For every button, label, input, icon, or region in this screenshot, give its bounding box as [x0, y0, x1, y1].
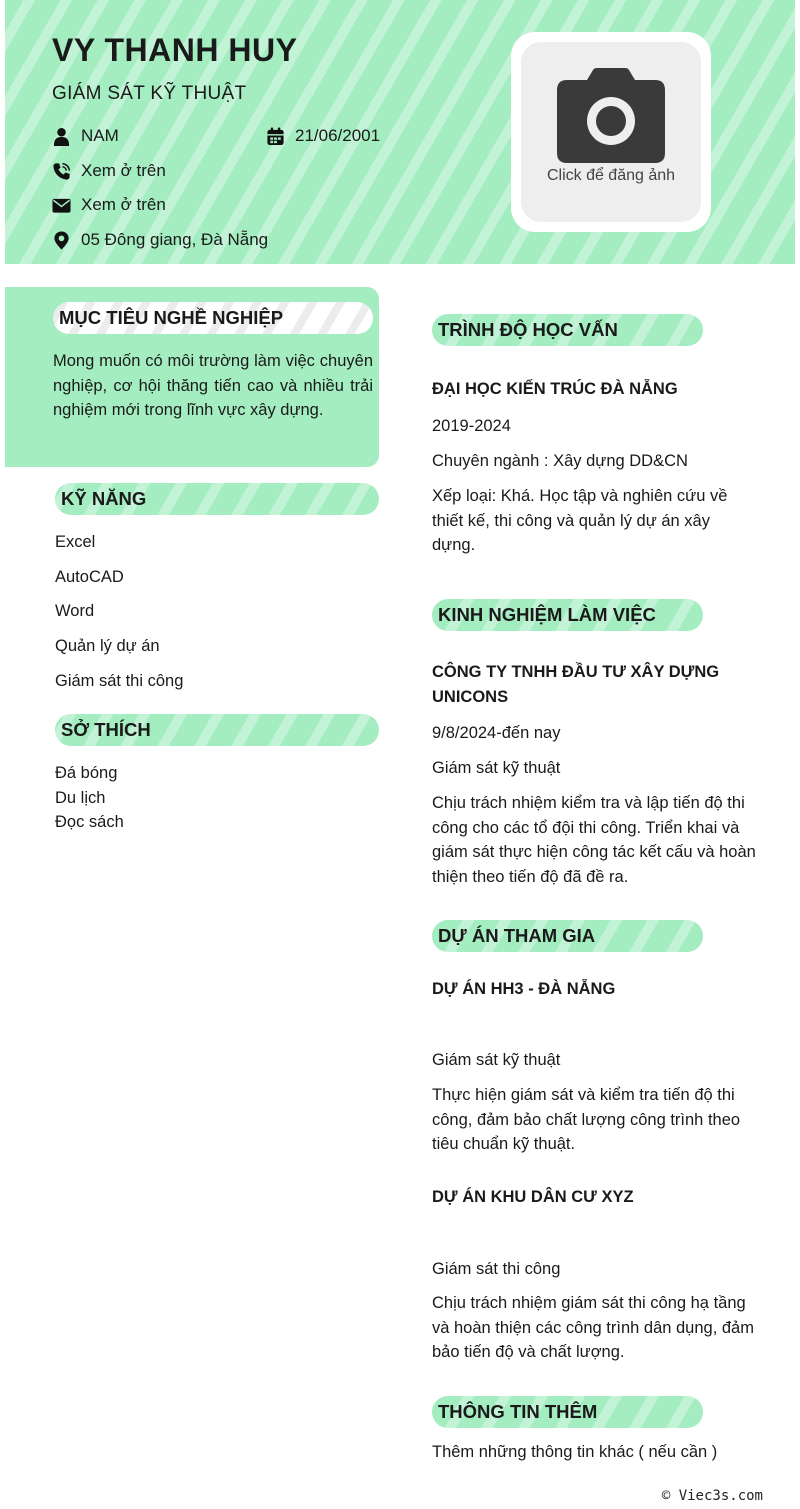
hobbies-heading: SỞ THÍCH: [55, 714, 379, 746]
hobby-item: Du lịch: [55, 788, 106, 807]
education-period: 2019-2024: [432, 417, 511, 435]
skill-item: Word: [55, 602, 95, 621]
project-description: Chịu trách nhiệm giám sát thi công hạ tầng và hoàn thiện các công trình dân dụng, đảm bảo tiến độ và chất lượng.: [432, 1294, 754, 1361]
skills-heading: KỸ NĂNG: [55, 483, 379, 515]
candidate-name: VY THANH HUY: [52, 32, 298, 68]
objective-text: Mong muốn có môi trường làm việc chuyên nghiệp, cơ hội thăng tiến cao và nhiều trải nghiệm mới trong lĩnh vực xây dựng.: [53, 352, 373, 419]
education-major: Chuyên ngành : Xây dựng DD&CN: [432, 452, 688, 470]
gender-field: [52, 126, 119, 146]
projects-heading: DỰ ÁN THAM GIA: [432, 920, 703, 952]
photo-upload[interactable]: [521, 42, 701, 222]
skill-item: Giám sát thi công: [55, 671, 184, 690]
hobby-item: Đá bóng: [55, 764, 118, 782]
experience-description: Chịu trách nhiệm kiểm tra và lập tiến độ thi công cho các tổ đội thi công. Triển khai và giám sát thực hiện công tác kết cấu và hoàn thiện theo tiến độ đã đề ra.: [432, 794, 756, 886]
calendar-icon: [266, 127, 285, 146]
phone-field: [52, 161, 166, 181]
additional-heading: THÔNG TIN THÊM: [432, 1396, 703, 1428]
experience-heading: KINH NGHIỆM LÀM VIỆC: [432, 599, 703, 631]
watermark: © Viec3s.com: [661, 1488, 763, 1504]
skill-item: Excel: [55, 533, 96, 551]
birthday-value: 21/06/2001: [295, 126, 381, 145]
project-description: Thực hiện giám sát và kiểm tra tiến độ thi công, đảm bảo chất lượng công trình theo tiêu chuẩn kỹ thuật.: [432, 1086, 741, 1153]
address-field: [52, 230, 268, 250]
address-value: 05 Đông giang, Đà Nẵng: [81, 230, 269, 249]
project-name: DỰ ÁN KHU DÂN CƯ XYZ: [432, 1188, 634, 1206]
project-role: Giám sát thi công: [432, 1260, 561, 1278]
education-heading: TRÌNH ĐỘ HỌC VẤN: [432, 314, 703, 346]
location-pin-icon: [52, 231, 71, 250]
experience-period: 9/8/2024-đến nay: [432, 724, 561, 742]
education-details: Xếp loại: Khá. Học tập và nghiên cứu về thiết kế, thi công và quản lý dự án xây dựng.: [432, 487, 728, 554]
gender-value: NAM: [81, 126, 119, 145]
objective-section: [5, 287, 379, 467]
email-field: [52, 195, 166, 215]
experience-position: Giám sát kỹ thuật: [432, 759, 561, 777]
skill-item: Quản lý dự án: [55, 637, 160, 656]
skills-list: [55, 532, 183, 705]
additional-text: Thêm những thông tin khác ( nếu cần ): [432, 1443, 718, 1461]
person-icon: [52, 127, 71, 146]
hobby-item: Đọc sách: [55, 813, 124, 831]
objective-heading: MỤC TIÊU NGHỀ NGHIỆP: [53, 302, 373, 334]
skill-item: AutoCAD: [55, 567, 124, 586]
birthday-field: [266, 126, 380, 146]
photo-frame: [511, 32, 711, 232]
hobbies-list: [55, 763, 124, 837]
cv-header: [5, 0, 795, 264]
email-value: Xem ở trên: [81, 195, 166, 214]
project-role: Giám sát kỹ thuật: [432, 1051, 561, 1069]
phone-value: Xem ở trên: [81, 161, 166, 180]
project-name: DỰ ÁN HH3 - ĐÀ NẴNG: [432, 980, 616, 998]
experience-company: CÔNG TY TNHH ĐẦU TƯ XÂY DỰNG UNICONS: [432, 663, 720, 706]
photo-upload-caption: Click để đăng ảnh: [546, 167, 676, 184]
phone-icon: [52, 162, 71, 181]
education-school: ĐẠI HỌC KIẾN TRÚC ĐÀ NẴNG: [432, 380, 678, 398]
camera-icon: [557, 68, 665, 163]
candidate-title: GIÁM SÁT KỸ THUẬT: [52, 83, 247, 104]
envelope-icon: [52, 196, 71, 215]
